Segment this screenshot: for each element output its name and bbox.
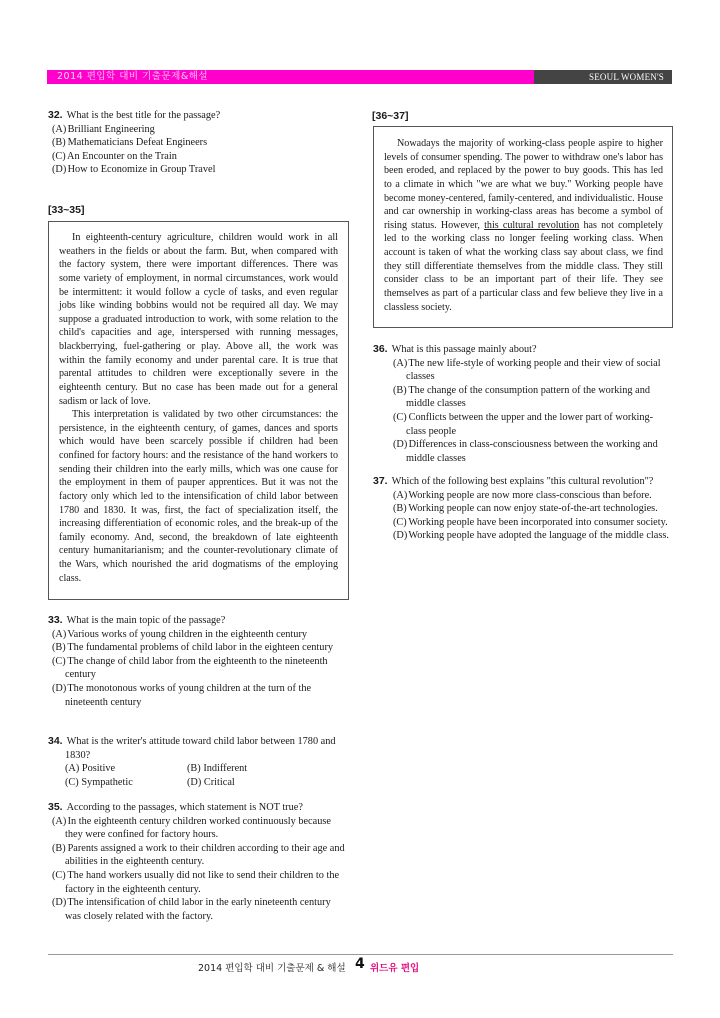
question-stem: 33. What is the main topic of the passage? [48, 614, 226, 626]
option-b: (B) Indifferent [187, 763, 248, 775]
options-grid [48, 762, 348, 789]
page-header [47, 70, 672, 96]
option-a: (A) Brilliant Engineering [52, 123, 155, 135]
passage-box-33-35 [48, 221, 349, 600]
option-a: (A) In the eighteenth century children worked continuously because they were confined for factory hours. [52, 815, 331, 841]
option-a: (A) Working people are now more class-conscious than before. [393, 489, 652, 501]
header-title: 2014 편입학 대비 기출문제&해설 [47, 70, 534, 84]
question-36 [373, 343, 673, 465]
passage-tag-36-37: [36~37] [372, 110, 409, 122]
passage-paragraph-1: In eighteenth-century agriculture, children would work in all weathers in the fields or about the farm. But, when compared with the factory system, there were important differences. There was some variety of employment, in normal circumstances, work would be intermittent: it would follow a cycle of tasks, and even regular jobs like winding bobbins would not be required all day. We may suppose a graduated introduction to work, with some relation to the child's capacities and age, interspersed with running messages, blackberrying, fuel-gathering or play. Above all, the work was within the family economy and under parental care. It is true that parental attitudes to children were exceptionally severe in the eighteenth century. But no case has been made out for a general sadism or lack of love. [59, 232, 338, 407]
option-c: (C) An Encounter on the Train [52, 150, 177, 162]
question-stem: 35. According to the passages, which statement is NOT true? [48, 801, 303, 813]
option-b: (B) Mathematicians Defeat Engineers [52, 137, 208, 149]
page-number: 4 [355, 956, 365, 972]
underlined-phrase: this cultural revolution [484, 219, 580, 231]
footer-brand: 위드유 편입 [370, 963, 420, 974]
option-d: (D) How to Economize in Group Travel [52, 164, 216, 176]
option-a: (A) Various works of young children in the eighteenth century [52, 628, 308, 640]
option-c: (C) Conflicts between the upper and the lower part of working-class people [393, 411, 654, 437]
question-stem: 32. What is the best title for the passage? [48, 109, 221, 121]
question-stem: 34. What is the writer's attitude toward child labor between 1780 and 1830? [48, 735, 336, 761]
footer-title: 2014 편입학 대비 기출문제 & 해설 [198, 963, 346, 974]
option-c: (C) Working people have been incorporated into consumer society. [393, 516, 668, 528]
header-university: SEOUL WOMEN'S UNIVERSITY [534, 70, 672, 84]
option-c: (C) The hand workers usually did not like to send their children to the factory in the eighteenth century. [52, 869, 340, 895]
option-c: (C) The change of child labor from the eighteenth to the nineteenth century [52, 655, 328, 681]
question-34 [48, 735, 348, 789]
option-d: (D) Working people have adopted the language of the middle class. [393, 530, 669, 542]
footer-divider [48, 954, 673, 955]
option-d: (D) Differences in class-consciousness between the working and middle classes [393, 439, 658, 464]
question-stem: 36. What is this passage mainly about? [373, 343, 537, 355]
question-33 [48, 614, 348, 709]
option-d: (D) The monotonous works of young children at the turn of the nineteenth century [52, 682, 312, 708]
passage-tag-33-35: [33~35] [48, 204, 85, 216]
option-b: (B) Working people can now enjoy state-of-the-art technologies. [393, 503, 658, 515]
option-a: (A) Positive [65, 763, 116, 775]
passage-text: Nowadays the majority of working-class people aspire to higher levels of consumer spending. The power to withdraw one's labor has been eroded, and replaced by the power to buy goods. This has led to a climate in which "we are what we buy." Working people have become money-centered, family-centered, and individualistic. House and car ownership in working-class areas has become a symbol of rising status. However, this cultural revolution has not completely led to the working class no longer feeling working class. When account is taken of what the working class say about class, we find they still differentiate themselves from the middle class. They still consider class to be an important part of their life. They see themselves as part of a particular class and few believe they live in a classless society. [384, 138, 663, 313]
option-b: (B) Parents assigned a work to their children according to their age and abilities in the eighteenth century. [52, 842, 345, 868]
option-d: (D) Critical [187, 776, 235, 788]
option-c: (C) Sympathetic [65, 776, 133, 788]
question-stem: 37. Which of the following best explains "this cultural revolution"? [373, 475, 654, 487]
option-b: (B) The change of the consumption pattern of the working and middle classes [393, 384, 651, 410]
passage-box-36-37 [373, 126, 673, 328]
question-37 [373, 475, 673, 543]
passage-paragraph-2: This interpretation is validated by two other circumstances: the persistence, in the eighteenth century, of games, dances and sports which would have been scarcely possible if children had been confined for factory hours: and the resistance of the hand workers to sending their children into the early mills, which was one cause for the employment in them of pauper apprentices. But it was not the factory only which led to the intensification of child labor between 1780 and 1830. It was, first, the fact of specialization itself, the increasing differentiation of economic roles, and the break-up of the family economy. And, second, the breakdown of late eighteenth century humanitarianism; and the counter-revolutionary climate of the Wars, which nourished the arid dogmatisms of the employing class. [59, 409, 338, 584]
question-32 [48, 109, 348, 177]
option-a: (A) The new life-style of working people and their view of social classes [393, 357, 661, 383]
question-35 [48, 801, 348, 923]
option-d: (D) The intensification of child labor in the early nineteenth century was closely related with the factory. [52, 897, 331, 922]
option-b: (B) The fundamental problems of child labor in the eighteen century [52, 642, 334, 654]
